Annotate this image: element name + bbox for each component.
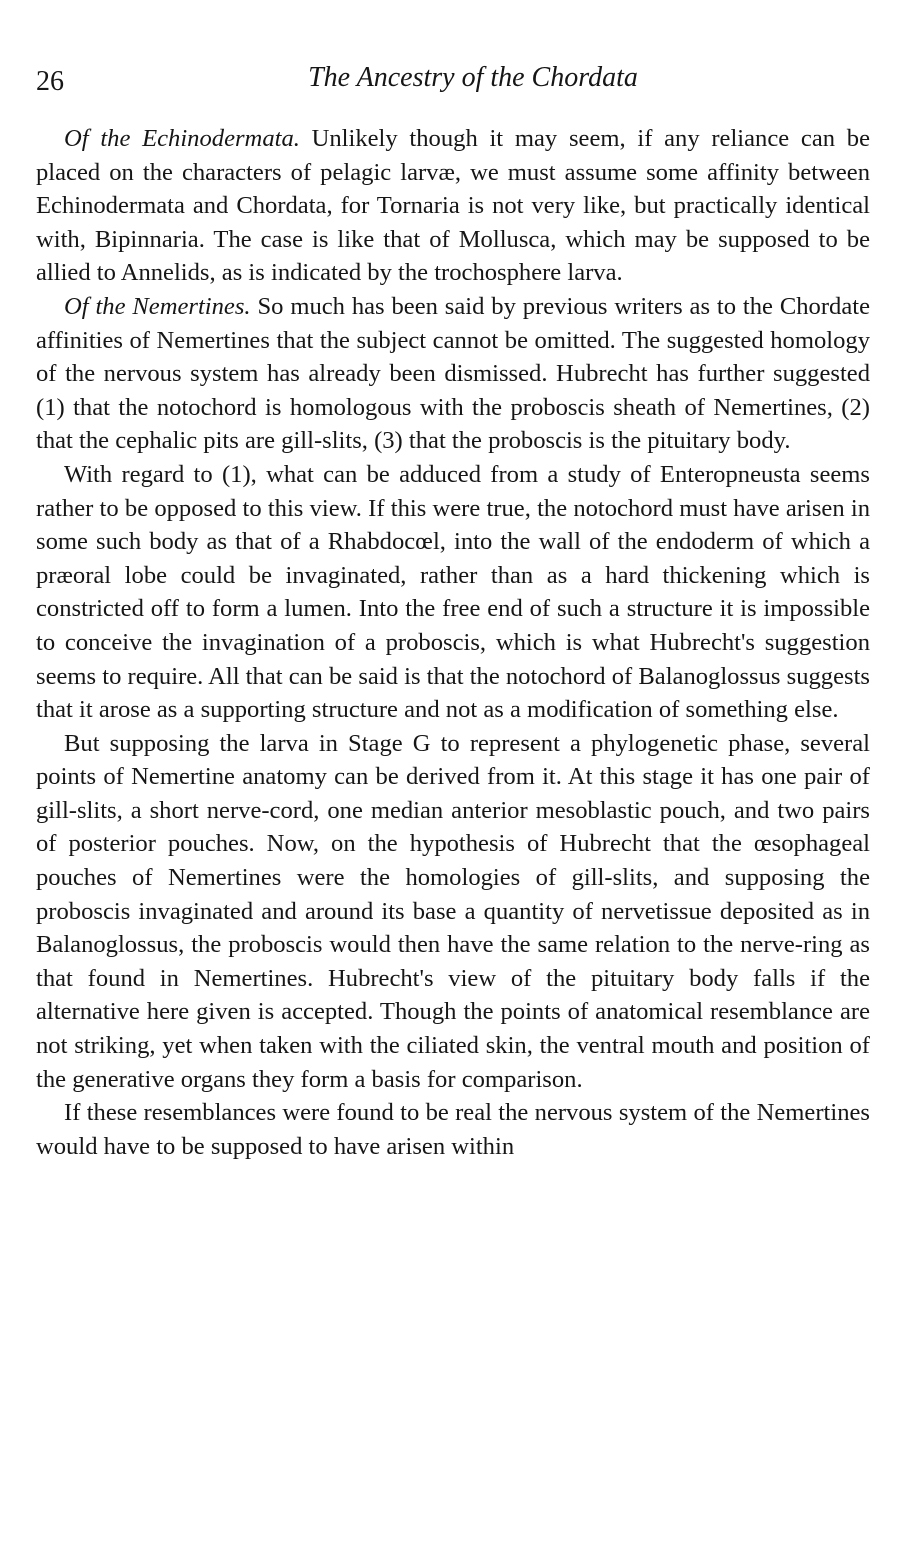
paragraph-lead: Of the Echinodermata.	[64, 125, 300, 152]
paragraph-text: With regard to (1), what can be adduced from a study of Enteropneusta seems rather to be opposed to this view. If this were true, the notochord must have arisen in some such body as that of a Rhabdocœl, into the wall of the endoderm of which a præoral lobe could be invaginated, rather than as a hard thickening which is constricted off to form a lumen. Into the free end of such a structure it is impossible to conceive the invagination of a proboscis, which is what Hubrecht's suggestion seems to require. All that can be said is that the notochord of Balanoglossus suggests that it arose as a supporting structure and not as a modification of something else.	[36, 460, 870, 724]
paragraph-regard-to-1	[36, 458, 870, 727]
paragraph-nemertines	[36, 290, 870, 458]
page-number: 26	[36, 66, 64, 97]
paragraph-text: But supposing the larva in Stage G to represent a phylogenetic phase, several points of Nemertine anatomy can be derived from it. At this stage it has one pair of gill-slits, a short nerve-cord, one median anterior mesoblastic pouch, and two pairs of posterior pouches. Now, on the hypothesis of Hubrecht that the œsophageal pouches of Nemertines were the homologies of gill-slits, and supposing the proboscis invaginated and around its base a quantity of nervetissue deposited as in Balanoglossus, the proboscis would then have the same relation to the nerve-ring as that found in Nemertines. Hubrecht's view of the pituitary body falls if the alternative here given is accepted. Though the points of anatomical resemblance are not striking, yet when taken with the ciliated skin, the ventral mouth and position of the generative organs they form a basis for comparison.	[36, 729, 870, 1093]
running-title: The Ancestry of the Chordata	[308, 62, 638, 93]
paragraph-echinodermata	[36, 122, 870, 290]
paragraph-lead: Of the Nemertines.	[64, 292, 251, 320]
paragraph-resemblances	[36, 1096, 870, 1163]
paragraph-text: So much has been said by previous writers as to the Chordate affinities of Nemertines that the subject cannot be omitted. The suggested homology of the nervous system has already been dismissed. Hubrecht has further suggested (1) that the notochord is homologous with the proboscis sheath of Nemertines, (2) that the cephalic pits are gill-slits, (3) that the proboscis is the pituitary body.	[36, 292, 870, 455]
paragraph-stage-g	[36, 727, 870, 1097]
body-text	[36, 122, 870, 1163]
paragraph-text: If these resemblances were found to be real the nervous system of the Nemertines would have to be supposed to have arisen within	[36, 1099, 870, 1160]
paragraph-text: Unlikely though it may seem, if any reliance can be placed on the characters of pelagic larvæ, we must assume some affinity between Echinodermata and Chordata, for Tornaria is not very like, but practically identical with, Bipinnaria. The case is like that of Mollusca, which may be supposed to be allied to Annelids, as is indicated by the trochosphere larva.	[36, 125, 870, 287]
running-head	[36, 62, 870, 106]
